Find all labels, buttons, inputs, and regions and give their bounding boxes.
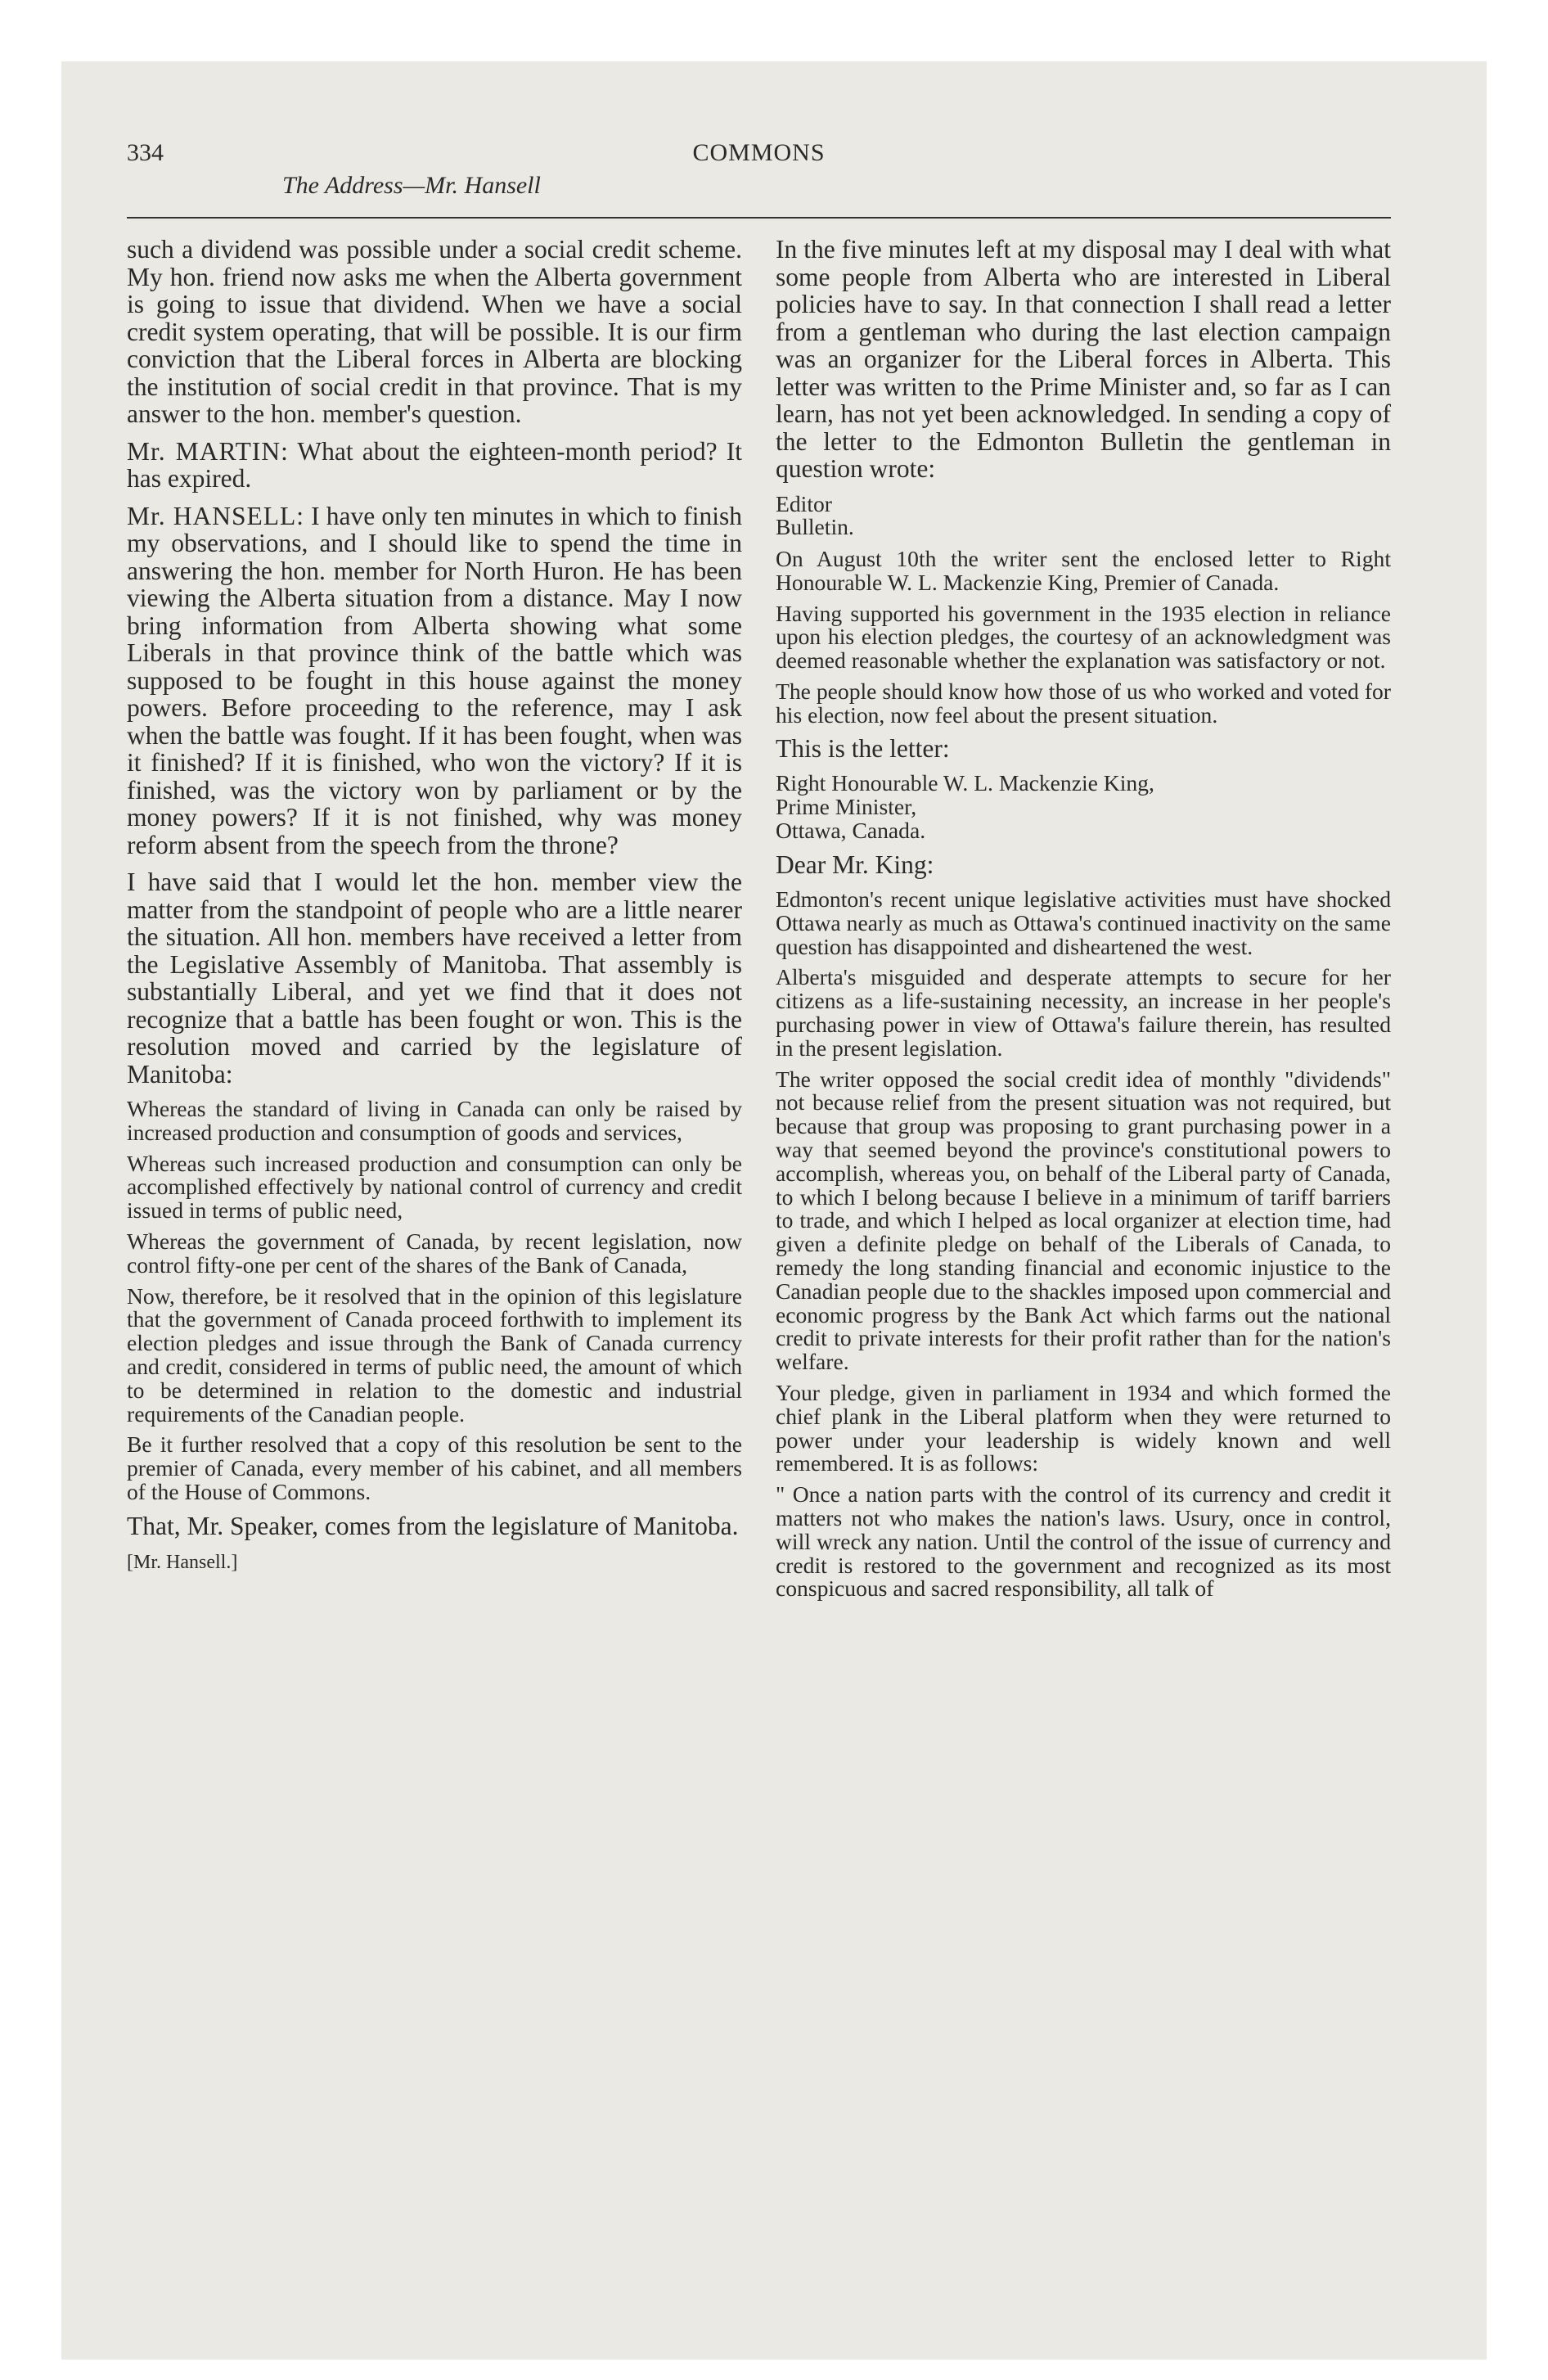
address-line: Ottawa, Canada. xyxy=(776,817,926,843)
speaker-name: Mr. HANSELL: xyxy=(127,501,304,530)
paragraph: such a dividend was possible under a social credit scheme. My hon. friend now asks me when the Alberta government is going to issue that dividend. When we have a social credit system operating, that will be possible. It is our firm conviction that the Liberal forces in Alberta are blocking the institution of social credit in that province. That is my answer to the hon. member's question. xyxy=(127,235,742,428)
left-column xyxy=(127,236,742,1577)
speech-text: I have only ten minutes in which to finish my observations, and I should like to spend the time in answering the hon. member for North Huron. He has been viewing the Alberta situation from a distance. May I now bring information from Alberta showing what some Liberals in that province think of the battle which was supposed to be fought in this house against the money powers. Before proceeding to the reference, may I ask when the battle was fought. If it has been fought, when was it finished? If it is finished, who won the victory? If it is finished, was the victory won by parliament or by the money powers? If it is not finished, why was money reform absent from the speech from the throne? xyxy=(127,501,743,859)
letter-paragraph: " Once a nation parts with the control of its currency and credit it matters not who makes the nation's laws. Usury, once in control, will wreck any nation. Until the control of the issue of currency and credit is restored to the government and recognized as its most conspicuous and sacred responsibility, all talk of xyxy=(776,1481,1391,1602)
paragraph: I have said that I would let the hon. member view the matter from the standpoint of people who are a little nearer the situation. All hon. members have received a letter from the Legislative Assembly of Manitoba. That assembly is substantially Liberal, and yet we find that it does not recognize that a battle has been fought or won. This is the resolution moved and carried by the legislature of Manitoba: xyxy=(127,868,742,1089)
salutation: Dear Mr. King: xyxy=(776,850,934,879)
header-rule xyxy=(127,217,1391,219)
paragraph: In the five minutes left at my disposal may I deal with what some people from Alberta who are interested in Liberal policies have to say. In that connection I shall read a letter from a gentleman who during the last election campaign was an organizer for the Liberal forces in Alberta. This letter was written to the Prime Minister and, so far as I can learn, has not yet been acknowledged. In sending a copy of the letter to the Edmonton Bulletin the gentleman in question wrote: xyxy=(776,235,1391,483)
page-header xyxy=(127,139,1391,213)
section-title: COMMONS xyxy=(692,139,826,166)
resolution-clause: Whereas the standard of living in Canada can only be raised by increased production and consumption of goods and services, xyxy=(127,1096,742,1145)
running-head: The Address—Mr. Hansell xyxy=(282,172,541,199)
paragraph xyxy=(127,438,742,493)
speech-text: What about the eighteen-month period? It has expired. xyxy=(127,436,742,493)
quoted-paragraph: On August 10th the writer sent the enclosed letter to Right Honourable W. L. Mackenzie King, Premier of Canada. xyxy=(776,546,1391,595)
address-line: Prime Minister, xyxy=(776,793,917,819)
quoted-paragraph: The people should know how those of us who worked and voted for his election, now feel about the present situation. xyxy=(776,678,1391,728)
speaker-footer: [Mr. Hansell.] xyxy=(127,1552,238,1574)
resolution-clause: Whereas such increased production and consumption can only be accomplished effectively by national control of currency and credit issued in terms of public need, xyxy=(127,1150,742,1224)
paragraph xyxy=(127,503,742,859)
address-line: Right Honourable W. L. Mackenzie King, xyxy=(776,770,1154,796)
editor-line: Editor xyxy=(776,490,832,516)
paragraph: This is the letter: xyxy=(776,733,950,763)
page-number: 334 xyxy=(127,139,164,166)
resolution-clause: Now, therefore, be it resolved that in the opinion of this legislature that the government of Canada proceed forthwith to implement its election pledges and issue through the Bank of Canada currency and credit, considered in terms of public need, the amount of which to be determined in relation to the domestic and industrial requirements of the Canadian people. xyxy=(127,1282,742,1427)
right-column xyxy=(776,236,1391,1608)
letter-paragraph: Edmonton's recent unique legislative activities must have shocked Ottawa nearly as much as Ottawa's continued inactivity on the same question has disappointed and disheartened the west. xyxy=(776,886,1391,959)
quoted-paragraph: Having supported his government in the 1935 election in reliance upon his election pledges, the courtesy of an acknowledgment was deemed reasonable whether the explanation was satisfactory or not. xyxy=(776,600,1391,674)
letter-paragraph: Your pledge, given in parliament in 1934 and which formed the chief plank in the Liberal platform when they were returned to power under your leadership is widely known and well remembered. It is as follows: xyxy=(776,1380,1391,1476)
resolution-clause: Be it further resolved that a copy of this resolution be sent to the premier of Canada, every member of his cabinet, and all members of the House of Commons. xyxy=(127,1431,742,1504)
letter-paragraph: The writer opposed the social credit idea of monthly "dividends" not because relief from the present situation was not required, but because that group was proposing to grant purchasing power in a way that seemed beyond the province's constitutional powers to accomplish, whereas you, on behalf of the Liberal party of Canada, to which I belong because I believe in a minimum of tariff barriers to trade, and which I helped as local organizer at election time, had given a definite pledge on behalf of the Liberals of Canada, to remedy the long standing financial and economic injustice to the Canadian people due to the shackles imposed upon commercial and economic progress by the Bank Act which farms out the national credit to private interests for their profit rather than for the nation's welfare. xyxy=(776,1066,1391,1375)
paragraph: That, Mr. Speaker, comes from the legislature of Manitoba. xyxy=(127,1511,739,1540)
resolution-clause: Whereas the government of Canada, by recent legislation, now control fifty-one per cent of the shares of the Bank of Canada, xyxy=(127,1228,742,1278)
editor-line: Bulletin. xyxy=(776,514,854,540)
letter-paragraph: Alberta's misguided and desperate attempts to secure for her citizens as a life-sustaining necessity, an increase in her people's purchasing power in view of Ottawa's failure therein, has resulted in the present legislation. xyxy=(776,964,1391,1061)
speaker-name: Mr. MARTIN: xyxy=(127,436,289,466)
